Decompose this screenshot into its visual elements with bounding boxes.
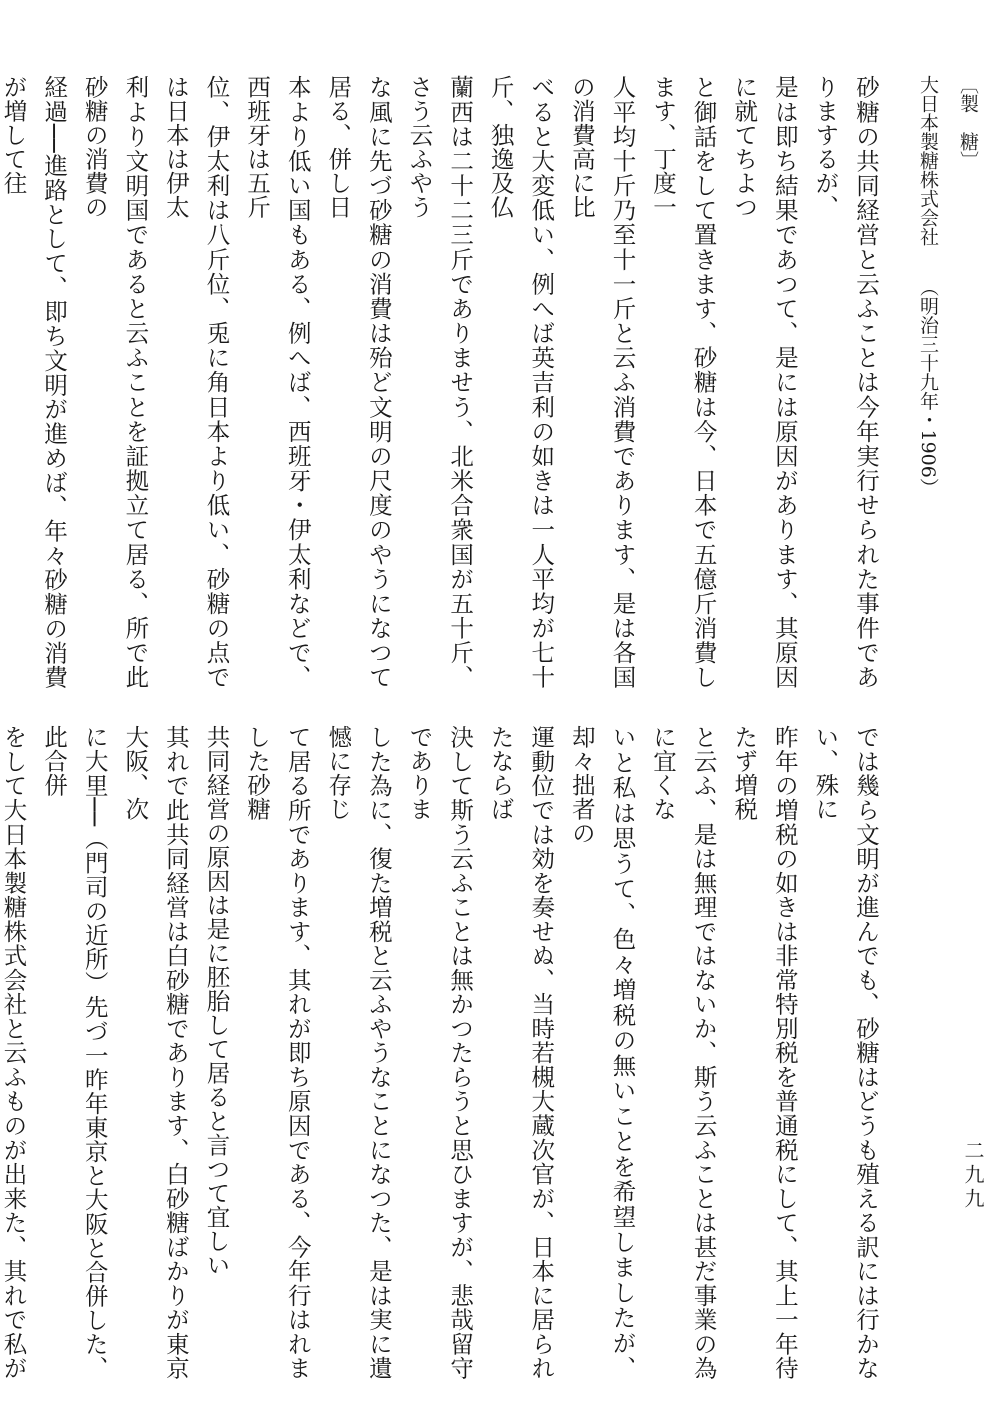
publication-year: （明治三十九年・1906）: [917, 287, 939, 497]
section-label: 〔製 糖〕: [957, 75, 979, 170]
upper-text-block: 砂糖の共同経営と云ふことは今年実行せられた事件でありまするが、 是は即ち結果であつて、是には原因があります、其原因に就てちよつ と御話をして置きます、砂糖は今、日本で五億斤消費します、丁度一 人平均十斤乃至十一斤と云ふ消費であります、是は各国の消費高に比 べると大変低い、例へば英吉利の如きは一人平均が七十斤、独逸及仏 蘭西は二十二三斤でありませう、北米合衆国が五十斤、さう云ふやう な風に先づ砂糖の消費は殆ど文明の尺度のやうになつて居る、併し日 本より低い国もある、例へば、西班牙・伊太利などで、西班牙は五斤 位、伊太利は八斤位、兎に角日本より低い、砂糖の点では日本は伊太 利より文明国であると云ふことを証拠立て居る、所で此砂糖の消費の 経過──進路として、即ち文明が進めば、年々砂糖の消費が増して往: [0, 75, 880, 690]
lower-text-block: では幾ら文明が進んでも、砂糖はどうも殖える訳には行かない、殊に 昨年の増税の如きは非常特別税を普通税にして、其上一年待たず増税 と云ふ、是は無理ではないか、斯う云ふことは甚だ事業の為に宜くな いと私は思うて、色々増税の無いことを希望しましたが、却々拙者の 運動位では効を奏せぬ、当時若槻大蔵次官が、日本に居られたならば 決して斯う云ふことは無かつたらうと思ひますが、悲哉留守でありま した為に、復た増税と云ふやうなことになつた、是は実に遺憾に存じ て居る所であります、其れが即ち原因である、今年行はれました砂糖 共同経営の原因は是に胚胎して居ると言つて宜しい 其れで此共同経営は白砂糖であります、白砂糖ばかりが東京大阪、次 に大里──（門司の近所）先づ一昨年東京と大阪と合併した、此合併 をして大日本製糖株式会社と云ふものが出来た、其れで私が: [0, 725, 880, 1380]
running-header: [908, 75, 988, 695]
company-name: 大日本製糖株式会社: [917, 75, 939, 246]
page-number: 二九九: [961, 1140, 985, 1212]
